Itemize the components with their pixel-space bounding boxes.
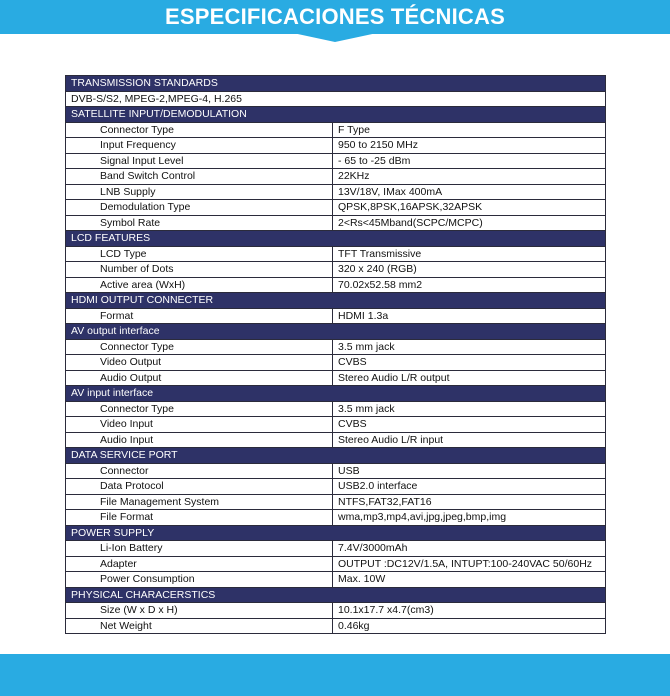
spec-label: File Format [66, 510, 333, 526]
spec-label: Connector Type [66, 122, 333, 138]
spec-value: HDMI 1.3a [333, 308, 606, 324]
spec-row [66, 510, 606, 526]
spec-row [66, 541, 606, 557]
section-header [66, 525, 606, 541]
spec-row [66, 401, 606, 417]
section-header [66, 587, 606, 603]
spec-row [66, 339, 606, 355]
spec-table [65, 75, 606, 634]
spec-label: Signal Input Level [66, 153, 333, 169]
spec-row [66, 494, 606, 510]
spec-label: Active area (WxH) [66, 277, 333, 293]
section-header-text: AV input interface [66, 386, 606, 402]
spec-label: Audio Input [66, 432, 333, 448]
spec-value: Stereo Audio L/R output [333, 370, 606, 386]
spec-label: File Management System [66, 494, 333, 510]
spec-label: Size (W x D x H) [66, 603, 333, 619]
section-header-text: LCD FEATURES [66, 231, 606, 247]
spec-label: Adapter [66, 556, 333, 572]
standards-row [66, 91, 606, 107]
spec-value: 10.1x17.7 x4.7(cm3) [333, 603, 606, 619]
section-header-text: AV output interface [66, 324, 606, 340]
spec-value: 7.4V/3000mAh [333, 541, 606, 557]
spec-value: 0.46kg [333, 618, 606, 634]
spec-row [66, 246, 606, 262]
spec-label: Format [66, 308, 333, 324]
spec-label: Connector Type [66, 401, 333, 417]
spec-row [66, 169, 606, 185]
spec-value: USB2.0 interface [333, 479, 606, 495]
section-header-text: DATA SERVICE PORT [66, 448, 606, 464]
spec-row [66, 618, 606, 634]
spec-label: Connector [66, 463, 333, 479]
spec-value: 950 to 2150 MHz [333, 138, 606, 154]
spec-row [66, 355, 606, 371]
spec-row [66, 262, 606, 278]
spec-value: QPSK,8PSK,16APSK,32APSK [333, 200, 606, 216]
section-header [66, 293, 606, 309]
spec-value: Max. 10W [333, 572, 606, 588]
spec-label: Li‐Ion Battery [66, 541, 333, 557]
spec-value: CVBS [333, 417, 606, 433]
spec-label: Audio Output [66, 370, 333, 386]
spec-value: USB [333, 463, 606, 479]
spec-label: Symbol Rate [66, 215, 333, 231]
spec-value: 13V/18V, IMax 400mA [333, 184, 606, 200]
spec-row [66, 463, 606, 479]
spec-label: Net Weight [66, 618, 333, 634]
section-header-text: POWER SUPPLY [66, 525, 606, 541]
spec-row [66, 556, 606, 572]
spec-row [66, 153, 606, 169]
spec-row [66, 184, 606, 200]
spec-value: wma,mp3,mp4,avi,jpg,jpeg,bmp,img [333, 510, 606, 526]
spec-value: TFT Transmissive [333, 246, 606, 262]
page-title: ESPECIFICACIONES TÉCNICAS [165, 4, 505, 29]
spec-value: 2<Rs<45Mband(SCPC/MCPC) [333, 215, 606, 231]
section-header-text: SATELLITE INPUT/DEMODULATION [66, 107, 606, 123]
spec-value: NTFS,FAT32,FAT16 [333, 494, 606, 510]
spec-value: Stereo Audio L/R input [333, 432, 606, 448]
spec-label: Demodulation Type [66, 200, 333, 216]
spec-label: Video Output [66, 355, 333, 371]
section-header [66, 448, 606, 464]
spec-label: LCD Type [66, 246, 333, 262]
footer-bar [0, 654, 670, 696]
spec-row [66, 215, 606, 231]
spec-row [66, 122, 606, 138]
spec-value: 320 x 240 (RGB) [333, 262, 606, 278]
spec-row [66, 479, 606, 495]
section-header-text: HDMI OUTPUT CONNECTER [66, 293, 606, 309]
spec-label: Data Protocol [66, 479, 333, 495]
spec-row [66, 200, 606, 216]
section-header [66, 386, 606, 402]
section-header-text: PHYSICAL CHARACERSTICS [66, 587, 606, 603]
spec-row [66, 572, 606, 588]
spec-value: 3.5 mm jack [333, 339, 606, 355]
spec-row [66, 432, 606, 448]
spec-label: Video Input [66, 417, 333, 433]
spec-value: 22KHz [333, 169, 606, 185]
spec-label: Power Consumption [66, 572, 333, 588]
spec-row [66, 417, 606, 433]
spec-value: 70.02x52.58 mm2 [333, 277, 606, 293]
spec-value: - 65 to -25 dBm [333, 153, 606, 169]
spec-row [66, 603, 606, 619]
spec-label: LNB Supply [66, 184, 333, 200]
spec-row [66, 277, 606, 293]
banner-arrow [293, 33, 377, 42]
spec-value: CVBS [333, 355, 606, 371]
spec-label: Band Switch Control [66, 169, 333, 185]
section-header [66, 324, 606, 340]
spec-label: Number of Dots [66, 262, 333, 278]
spec-value: 3.5 mm jack [333, 401, 606, 417]
section-header [66, 107, 606, 123]
spec-label: Connector Type [66, 339, 333, 355]
spec-value: OUTPUT :DC12V/1.5A, INTUPT:100‐240VAC 50/60Hz [333, 556, 606, 572]
standards-text: DVB-S/S2, MPEG-2,MPEG-4, H.265 [66, 91, 606, 107]
spec-row [66, 138, 606, 154]
section-header [66, 231, 606, 247]
spec-label: Input Frequency [66, 138, 333, 154]
section-header [66, 76, 606, 92]
section-header-text: TRANSMISSION STANDARDS [66, 76, 606, 92]
spec-row [66, 308, 606, 324]
spec-value: F Type [333, 122, 606, 138]
spec-row [66, 370, 606, 386]
